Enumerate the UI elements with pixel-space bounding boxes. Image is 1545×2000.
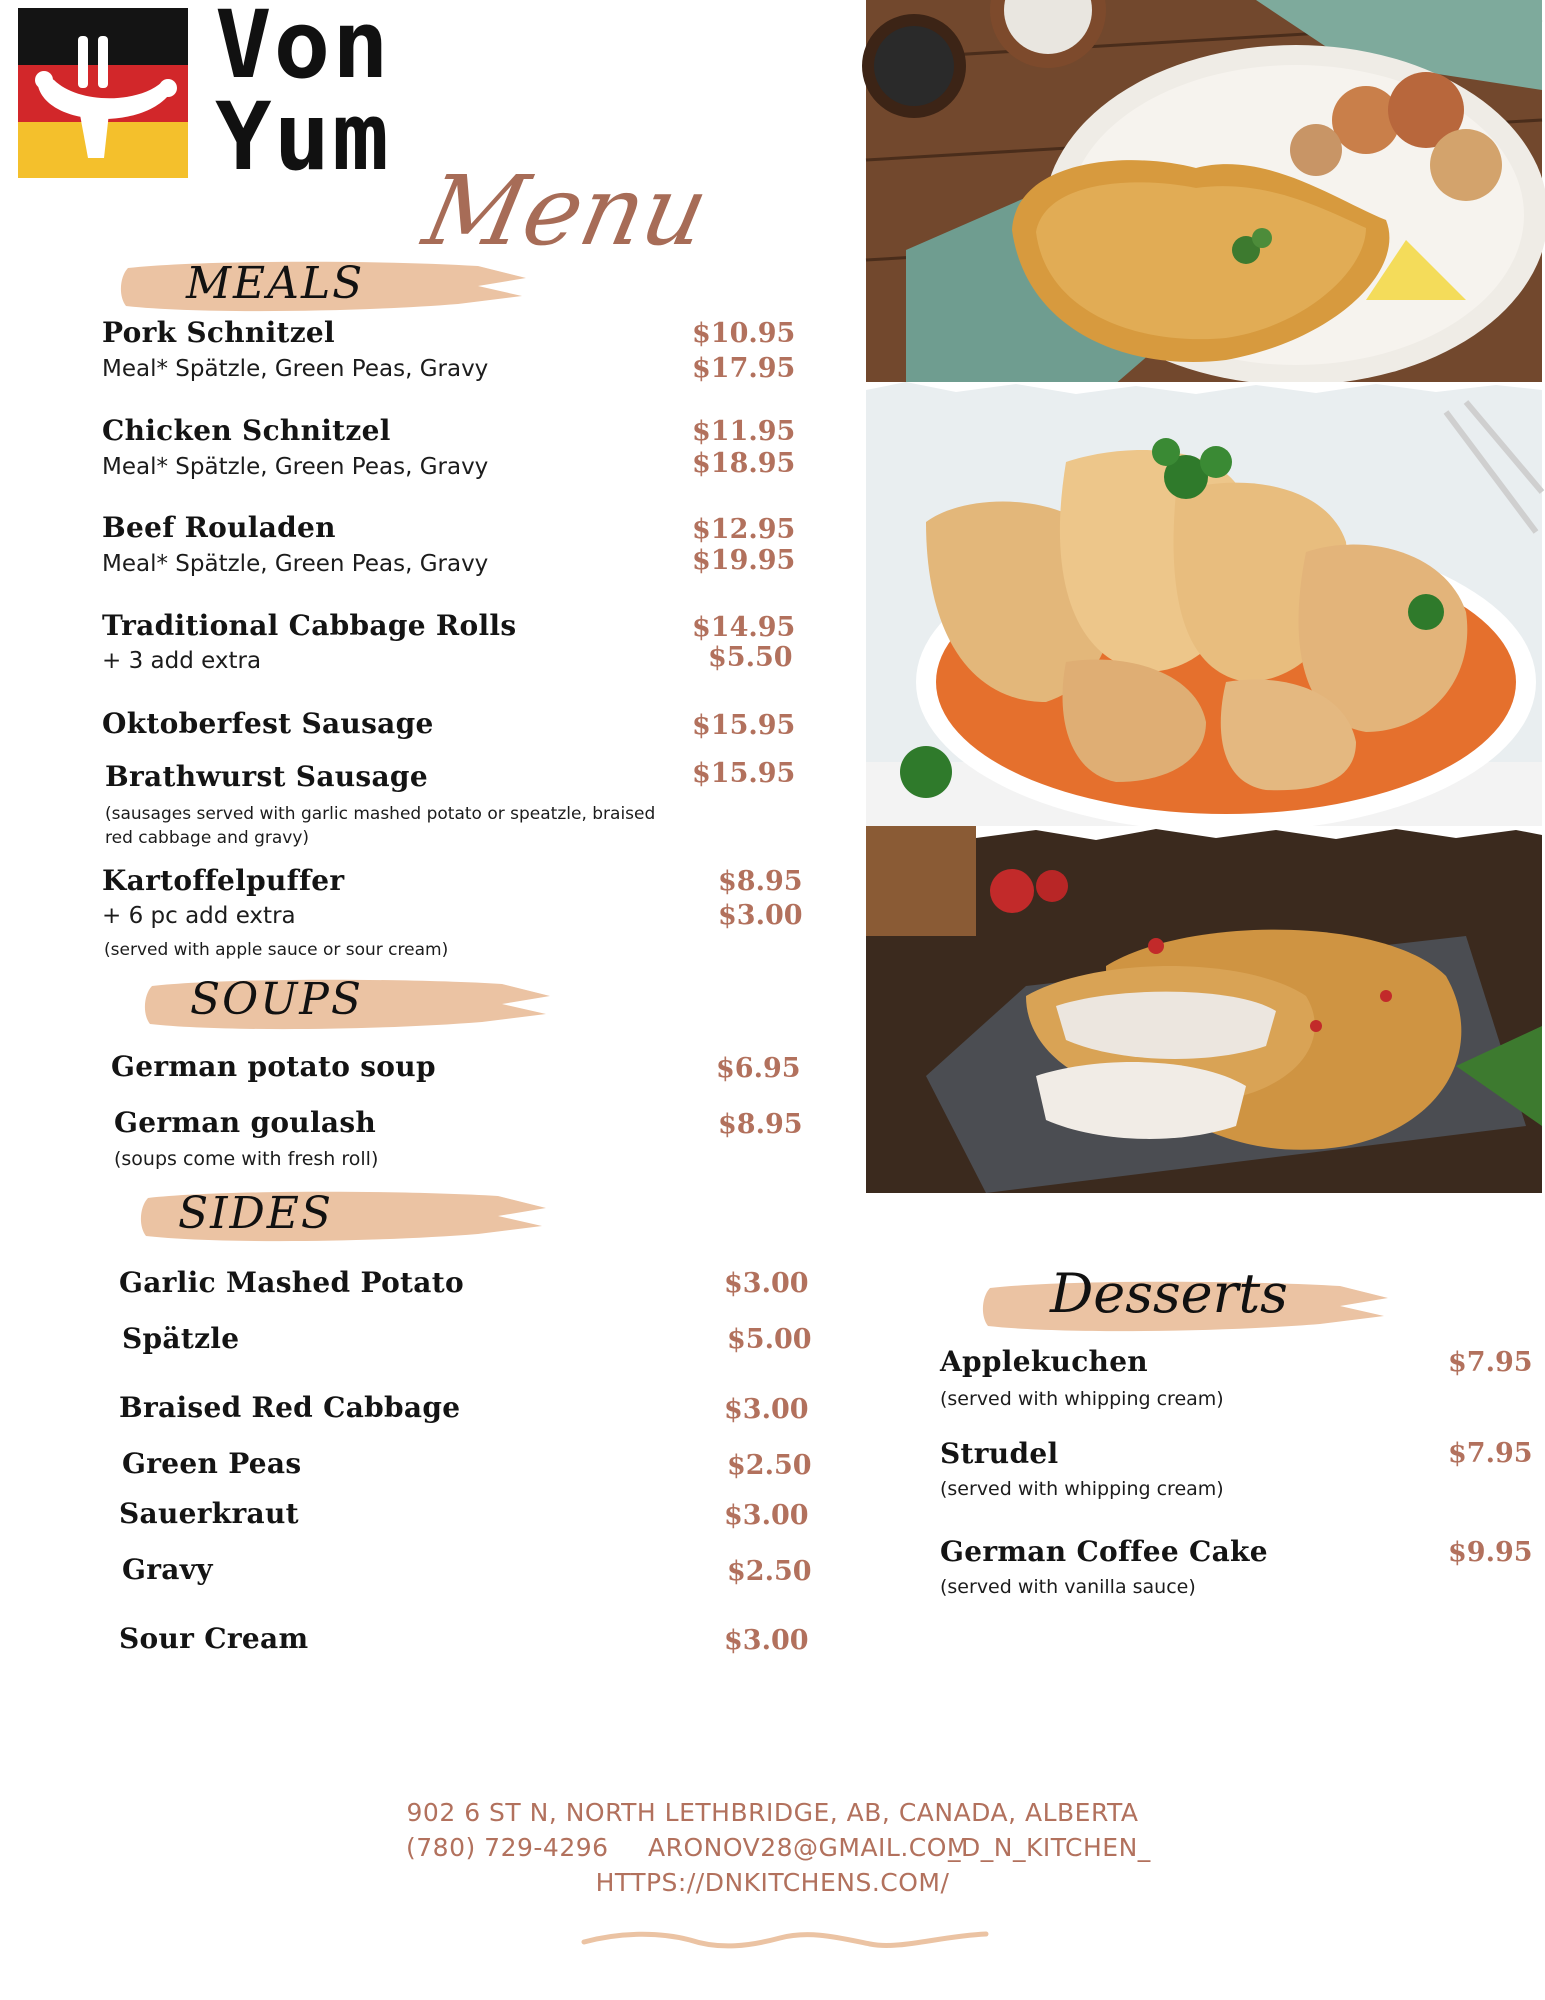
meals-heading-label: MEALS bbox=[186, 258, 365, 309]
side-price: $5.00 bbox=[727, 1324, 812, 1355]
side-name: Green Peas bbox=[122, 1447, 302, 1480]
side-price: $2.50 bbox=[727, 1556, 812, 1587]
meal-price: $10.95 bbox=[692, 318, 796, 349]
menu-title bbox=[415, 150, 718, 270]
meal-name: Traditional Cabbage Rolls bbox=[102, 609, 517, 642]
meal-name: Brathwurst Sausage bbox=[105, 760, 428, 793]
meal-price-full: $17.95 bbox=[692, 353, 796, 384]
soup-note: (soups come with fresh roll) bbox=[114, 1148, 379, 1170]
brand-name bbox=[215, 0, 391, 192]
sausage-fork-icon bbox=[18, 8, 188, 178]
dessert-price: $7.95 bbox=[1448, 1347, 1533, 1378]
dessert-price: $9.95 bbox=[1448, 1537, 1533, 1568]
meal-name: Beef Rouladen bbox=[102, 511, 336, 544]
meal-price: $15.95 bbox=[692, 710, 796, 741]
soup-name: German potato soup bbox=[111, 1050, 436, 1083]
side-price: $3.00 bbox=[724, 1268, 809, 1299]
brand-logo bbox=[18, 8, 188, 178]
photo-schnitzel-plate bbox=[866, 0, 1542, 392]
footer-phone[interactable]: (780) 729-4296 bbox=[406, 1833, 609, 1862]
meal-price-full: $19.95 bbox=[692, 545, 796, 576]
meal-price-full: $18.95 bbox=[692, 448, 796, 479]
meal-description: + 3 add extra bbox=[102, 648, 262, 674]
meal-price-extra: $3.00 bbox=[718, 900, 803, 931]
meal-description: Meal* Spätzle, Green Peas, Gravy bbox=[102, 551, 489, 577]
food-photo-collage bbox=[866, 0, 1542, 1193]
meal-name: Kartoffelpuffer bbox=[102, 864, 345, 897]
footer-email[interactable]: ARONOV28@GMAIL.COM bbox=[648, 1833, 969, 1862]
desserts-heading bbox=[980, 1262, 1390, 1342]
meal-price: $8.95 bbox=[718, 866, 803, 897]
brand-name-line2: Yum bbox=[215, 83, 391, 192]
side-name: Braised Red Cabbage bbox=[119, 1391, 461, 1424]
meal-description: Meal* Spätzle, Green Peas, Gravy bbox=[102, 356, 489, 382]
meal-name: Pork Schnitzel bbox=[102, 316, 335, 349]
decorative-squiggle bbox=[580, 1924, 990, 1954]
meal-note: (sausages served with garlic mashed potato or speatzle, braised red cabbage and gravy) bbox=[105, 804, 656, 848]
sides-heading bbox=[138, 1186, 548, 1248]
dessert-name: Strudel bbox=[940, 1437, 1059, 1470]
meal-name: Oktoberfest Sausage bbox=[102, 707, 434, 740]
meal-price: $15.95 bbox=[692, 758, 796, 789]
meal-name: Chicken Schnitzel bbox=[102, 414, 391, 447]
footer-address: 902 6 ST N, NORTH LETHBRIDGE, AB, CANADA, ALBERTA bbox=[406, 1798, 1139, 1827]
dessert-name: German Coffee Cake bbox=[940, 1535, 1268, 1568]
sides-heading-label: SIDES bbox=[178, 1188, 334, 1239]
dessert-note: (served with whipping cream) bbox=[940, 1478, 1224, 1500]
soup-price: $6.95 bbox=[716, 1053, 801, 1084]
photo-chicken-schnitzel bbox=[866, 826, 1542, 1193]
side-name: Gravy bbox=[122, 1553, 213, 1586]
side-price: $3.00 bbox=[724, 1625, 809, 1656]
side-name: Sauerkraut bbox=[119, 1497, 299, 1530]
soup-name: German goulash bbox=[114, 1106, 377, 1139]
meal-description: Meal* Spätzle, Green Peas, Gravy bbox=[102, 454, 489, 480]
meal-description: + 6 pc add extra bbox=[102, 903, 296, 929]
meal-price: $12.95 bbox=[692, 514, 796, 545]
photo-cabbage-rolls bbox=[866, 382, 1542, 842]
side-price: $3.00 bbox=[724, 1394, 809, 1425]
side-name: Garlic Mashed Potato bbox=[119, 1266, 464, 1299]
meal-price: $11.95 bbox=[692, 416, 796, 447]
soups-heading-label: SOUPS bbox=[190, 974, 364, 1025]
soups-heading bbox=[142, 974, 552, 1036]
meals-heading bbox=[118, 256, 528, 318]
dessert-name: Applekuchen bbox=[940, 1345, 1148, 1378]
footer-website[interactable]: HTTPS://DNKITCHENS.COM/ bbox=[595, 1868, 950, 1897]
menu-title-text: Menu bbox=[415, 154, 718, 267]
side-price: $3.00 bbox=[724, 1500, 809, 1531]
dessert-note: (served with vanilla sauce) bbox=[940, 1576, 1196, 1598]
side-name: Sour Cream bbox=[119, 1622, 309, 1655]
brand-name-line1: Von bbox=[215, 0, 391, 100]
footer-social-handle[interactable]: _D_N_KITCHEN_ bbox=[948, 1833, 1151, 1862]
side-price: $2.50 bbox=[727, 1450, 812, 1481]
dessert-price: $7.95 bbox=[1448, 1438, 1533, 1469]
meal-price: $14.95 bbox=[692, 612, 796, 643]
desserts-heading-label: Desserts bbox=[1050, 1262, 1288, 1325]
side-name: Spätzle bbox=[122, 1322, 240, 1355]
soup-price: $8.95 bbox=[718, 1109, 803, 1140]
dessert-note: (served with whipping cream) bbox=[940, 1388, 1224, 1410]
meal-price-extra: $5.50 bbox=[708, 642, 793, 673]
meal-note: (served with apple sauce or sour cream) bbox=[104, 940, 449, 960]
